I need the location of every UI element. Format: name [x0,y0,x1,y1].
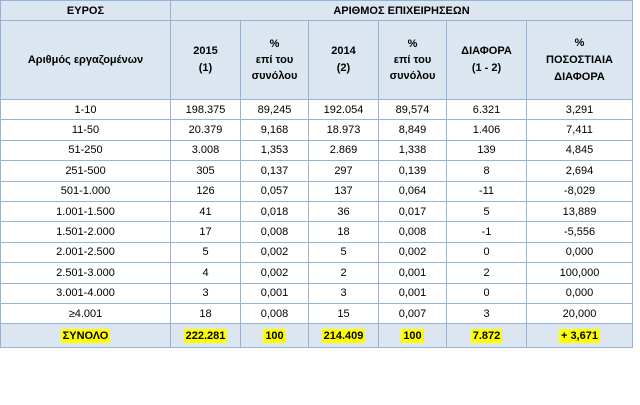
range-cell: 501-1.000 [1,181,171,201]
pct-2014-cell: 89,574 [379,100,447,120]
difference-formula: (1 - 2) [471,62,502,74]
pct-2014-cell: 0,008 [379,222,447,242]
range-cell: 3.001-4.000 [1,283,171,303]
range-cell: 1.001-1.500 [1,201,171,221]
difference-cell: 1.406 [447,120,527,140]
col-2015-pct-header [241,21,309,100]
count-2015-cell: 305 [171,161,241,181]
total-2014-pct-cell [379,324,447,348]
count-2015-cell: 126 [171,181,241,201]
col-2014-header [309,21,379,100]
table-body [1,100,633,324]
difference-cell: -11 [447,181,527,201]
total-2015-pct-cell [241,324,309,348]
table-row [1,181,633,201]
count-2015-cell: 5 [171,242,241,262]
table-row [1,263,633,283]
count-2014-cell: 192.054 [309,100,379,120]
pct-line2: επί του [255,54,294,66]
total-difference: 7.872 [472,329,501,342]
difference-header [447,21,527,100]
pct-difference-cell: 0,000 [527,242,633,262]
range-cell: 1.501-2.000 [1,222,171,242]
pct-line3: συνόλου [389,70,436,82]
count-2014-cell: 5 [309,242,379,262]
pct-difference-cell: -5,556 [527,222,633,242]
count-2015-cell: 41 [171,201,241,221]
difference-cell: 0 [447,242,527,262]
count-2014-cell: 297 [309,161,379,181]
pct-2015-cell: 0,001 [241,283,309,303]
pct-symbol: % [269,38,280,50]
table-row [1,140,633,160]
count-2015-cell: 20.379 [171,120,241,140]
pct-difference-line2: ΠΟΣΟΣΤΙΑΙΑ [546,53,613,66]
col-2014-index: (2) [336,62,351,74]
pct-2015-cell: 0,018 [241,201,309,221]
pct-2015-cell: 0,002 [241,263,309,283]
count-2014-cell: 2 [309,263,379,283]
count-2014-cell: 18.973 [309,120,379,140]
pct-difference-cell: 13,889 [527,201,633,221]
table-row [1,222,633,242]
total-2014-pct: 100 [403,329,422,342]
col-2015-index: (1) [198,62,213,74]
pct-difference-cell: -8,029 [527,181,633,201]
count-2015-cell: 198.375 [171,100,241,120]
table-row [1,100,633,120]
total-2015-pct: 100 [265,329,284,342]
pct-difference-cell: 100,000 [527,263,633,283]
range-cell: 1-10 [1,100,171,120]
pct-2014-cell: 0,002 [379,242,447,262]
pct-2015-cell: 0,008 [241,303,309,323]
difference-cell: 6.321 [447,100,527,120]
employees-column-header: Αριθμός εργαζομένων [1,21,171,100]
pct-2015-cell: 0,057 [241,181,309,201]
count-2014-cell: 2.869 [309,140,379,160]
pct-difference-cell: 0,000 [527,283,633,303]
table-row [1,161,633,181]
pct-symbol: % [407,38,418,50]
count-2015-cell: 3 [171,283,241,303]
pct-2015-cell: 0,002 [241,242,309,262]
count-2015-cell: 4 [171,263,241,283]
pct-difference-cell: 4,845 [527,140,633,160]
range-cell: ≥4.001 [1,303,171,323]
pct-2014-cell: 0,064 [379,181,447,201]
total-label: ΣΥΝΟΛΟ [62,329,109,342]
col-2015-year: 2015 [193,45,218,57]
pct-difference-header [527,21,633,100]
pct-2014-cell: 0,001 [379,283,447,303]
count-2014-cell: 18 [309,222,379,242]
total-2014: 214.409 [323,329,364,342]
count-2015-cell: 18 [171,303,241,323]
pct-2014-cell: 1,338 [379,140,447,160]
difference-cell: 5 [447,201,527,221]
range-cell: 251-500 [1,161,171,181]
col-2014-pct-header [379,21,447,100]
pct-difference-cell: 20,000 [527,303,633,323]
header-row-top [1,1,633,21]
pct-2015-cell: 89,245 [241,100,309,120]
count-2014-cell: 36 [309,201,379,221]
total-2014-cell [309,324,379,348]
business-count-group-header: ΑΡΙΘΜΟΣ ΕΠΙΧΕΙΡΗΣΕΩΝ [171,1,633,21]
range-cell: 2.001-2.500 [1,242,171,262]
total-2015: 222.281 [185,329,226,342]
count-2015-cell: 17 [171,222,241,242]
pct-2014-cell: 0,139 [379,161,447,181]
total-2015-cell [171,324,241,348]
table-row [1,120,633,140]
pct-2014-cell: 0,017 [379,201,447,221]
table-row [1,303,633,323]
table-row [1,201,633,221]
count-2015-cell: 3.008 [171,140,241,160]
total-difference-cell [447,324,527,348]
col-2014-year: 2014 [331,45,356,57]
pct-2014-cell: 0,001 [379,263,447,283]
range-header: ΕΥΡΟΣ [1,1,171,21]
pct-difference-line3: ΔΙΑΦΟΡΑ [554,70,605,83]
pct-2015-cell: 0,008 [241,222,309,242]
count-2014-cell: 3 [309,283,379,303]
difference-cell: 139 [447,140,527,160]
total-label-cell [1,324,171,348]
pct-difference-symbol: % [574,36,585,49]
total-pct-difference: + 3,671 [561,329,599,342]
pct-difference-cell: 7,411 [527,120,633,140]
range-cell: 2.501-3.000 [1,263,171,283]
table-row [1,242,633,262]
pct-line3: συνόλου [251,70,298,82]
difference-cell: -1 [447,222,527,242]
table-row [1,283,633,303]
count-2014-cell: 137 [309,181,379,201]
pct-2015-cell: 0,137 [241,161,309,181]
pct-2015-cell: 9,168 [241,120,309,140]
pct-difference-cell: 3,291 [527,100,633,120]
difference-cell: 3 [447,303,527,323]
pct-line2: επί του [393,54,432,66]
range-cell: 11-50 [1,120,171,140]
header-row-columns [1,21,633,100]
pct-2015-cell: 1,353 [241,140,309,160]
pct-2014-cell: 8,849 [379,120,447,140]
pct-difference-cell: 2,694 [527,161,633,181]
total-pct-difference-cell [527,324,633,348]
total-row [1,324,633,348]
pct-2014-cell: 0,007 [379,303,447,323]
count-2014-cell: 15 [309,303,379,323]
range-cell: 51-250 [1,140,171,160]
difference-label: ΔΙΑΦΟΡΑ [461,45,512,57]
difference-cell: 8 [447,161,527,181]
difference-cell: 2 [447,263,527,283]
difference-cell: 0 [447,283,527,303]
col-2015-header [171,21,241,100]
